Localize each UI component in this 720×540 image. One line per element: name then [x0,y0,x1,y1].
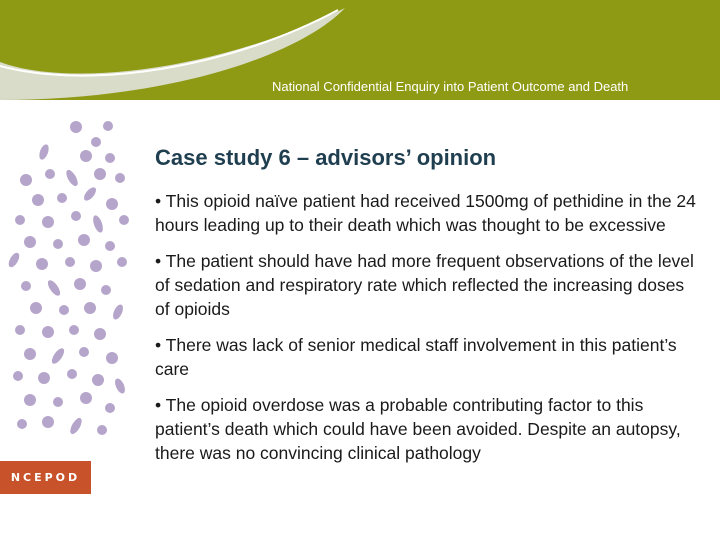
blood-cell [24,348,36,360]
blood-cell [67,369,77,379]
blood-cell [103,121,113,131]
blood-cell [69,325,79,335]
blood-cell [17,419,27,429]
blood-cell [24,236,36,248]
blood-cell [80,392,92,404]
blood-cell [71,211,81,221]
blood-cell [84,302,96,314]
blood-cell [50,346,67,365]
bullet-item: • The opioid overdose was a probable contributing factor to this patient’s death which could have been avoided. Despite an autopsy, there was no convincing clinical pathology [155,395,681,463]
blood-cell [105,241,115,251]
blood-cell [38,372,50,384]
blood-cell [115,173,125,183]
blood-cells-decoration [0,112,135,452]
blood-cell [78,234,90,246]
blood-cell [80,150,92,162]
blood-cell [42,416,54,428]
blood-cell [42,216,54,228]
blood-cell [30,302,42,314]
blood-cell [79,347,89,357]
blood-cell [117,257,127,267]
blood-cell [113,377,127,395]
bullet-item: • There was lack of senior medical staff involvement in this patient’s care [155,335,677,379]
blood-cell [94,168,106,180]
blood-cell [70,121,82,133]
blood-cell [92,374,104,386]
blood-cell [119,215,129,225]
blood-cell [53,239,63,249]
blood-cell [74,278,86,290]
blood-cell [82,185,98,202]
logo-text: NCEPOD [10,471,81,484]
blood-cell [97,425,107,435]
blood-cell [105,153,115,163]
blood-cell [91,214,105,234]
bullet-item: • The patient should have had more frequent observations of the level of sedation and respiratory rate which reflected the increasing doses of opioids [155,251,694,319]
blood-cell [106,198,118,210]
blood-cell [15,325,25,335]
blood-cell [111,303,125,321]
blood-cell [106,352,118,364]
blood-cell [105,403,115,413]
bullet-list [155,189,700,477]
blood-cell [45,169,55,179]
slide-title: Case study 6 – advisors’ opinion [155,145,497,170]
header-bottom-edge [0,100,720,110]
blood-cell [7,251,22,269]
blood-cell [20,174,32,186]
blood-cell [13,371,23,381]
blood-cell [38,143,51,161]
blood-cell [59,305,69,315]
blood-cell [15,215,25,225]
blood-cell [94,328,106,340]
blood-cell [46,278,63,297]
blood-cell [53,397,63,407]
blood-cell [32,194,44,206]
blood-cell [101,285,111,295]
blood-cell [91,137,101,147]
blood-cell [57,193,67,203]
blood-cell [36,258,48,270]
blood-cell [21,281,31,291]
ncepod-logo [0,461,91,494]
blood-cell [90,260,102,272]
blood-cell [42,326,54,338]
blood-cell [65,257,75,267]
blood-cell [24,394,36,406]
blood-cell [64,168,80,188]
blood-cell [68,416,84,436]
organization-name: National Confidential Enquiry into Patient Outcome and Death [272,79,629,94]
bullet-item: • This opioid naïve patient had received 1500mg of pethidine in the 24 hours leading up to their death which was thought to be excessive [155,191,696,235]
